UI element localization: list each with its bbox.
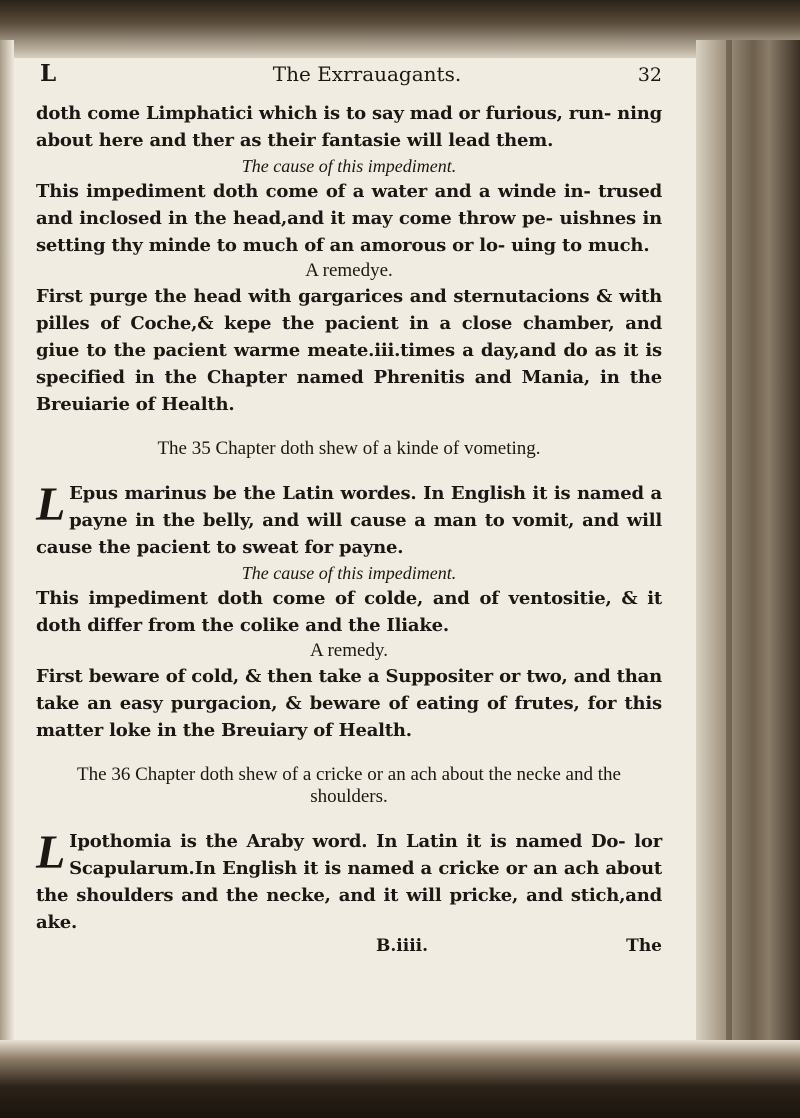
- running-title: The Exrrauagants.: [272, 62, 462, 86]
- top-shadow: [0, 0, 800, 58]
- signature-mark: B.iiii.: [376, 936, 429, 956]
- bottom-shadow: [0, 1040, 800, 1118]
- chapter-36-heading: The 36 Chapter doth shew of a cricke or an ach about the necke and the shoulders.: [77, 764, 621, 807]
- cause-heading-2: The cause of this impediment.: [241, 563, 457, 583]
- page-footer: [36, 936, 662, 956]
- page-text: [36, 60, 662, 956]
- drop-cap-1: L: [36, 478, 66, 531]
- chapter-35-heading: The 35 Chapter doth shew of a kinde of vometing.: [157, 438, 541, 459]
- left-page-edge: [0, 40, 14, 1060]
- remedy-heading-2: A remedy.: [310, 640, 388, 661]
- paragraph-5: This impediment doth come of colde, and of ventositie, & it doth differ from the colike and the Iliake.: [36, 588, 662, 636]
- running-header: [36, 60, 662, 100]
- paragraph-7: L Ipothomia is the Araby word. In Latin it is named Do- lor Scapularum.In English it is named a cricke or an ach about the shoulders and the necke, and it will pricke, and stich,and ake.: [36, 826, 662, 933]
- cause-heading-1: The cause of this impediment.: [241, 156, 457, 176]
- paragraph-3: First purge the head with gargarices and sternutacions & with pilles of Coche,& kepe the pacient in a close chamber, and giue to the pacient warme meate.iii.times a day,and do as it is specified in the Chapter named Phrenitis and Mania, in the Breuiarie of Health.: [36, 286, 662, 415]
- page-number: 32: [637, 64, 662, 86]
- paragraph-1: doth come Limphatici which is to say mad or furious, run- ning about here and ther as their fantasie will lead them.: [36, 103, 662, 151]
- remedy-heading-1: A remedye.: [305, 260, 393, 281]
- catchword: The: [626, 936, 662, 956]
- paragraph-4: L Epus marinus be the Latin wordes. In English it is named a payne in the belly, and will cause a man to vomit, and will cause the pacient to sweat for payne.: [36, 478, 662, 558]
- header-signature: L: [40, 60, 57, 87]
- drop-cap-2: L: [36, 826, 66, 879]
- right-page-edge: [696, 40, 800, 1060]
- paragraph-2: This impediment doth come of a water and a winde in- trused and inclosed in the head,and it may come throw pe- uishnes in setting thy minde to much of an amorous or lo- uing to much.: [36, 181, 662, 256]
- paragraph-6: First beware of cold, & then take a Suppositer or two, and than take an easy purgacion, & beware of eating of frutes, for this matter loke in the Breuiary of Health.: [36, 666, 662, 741]
